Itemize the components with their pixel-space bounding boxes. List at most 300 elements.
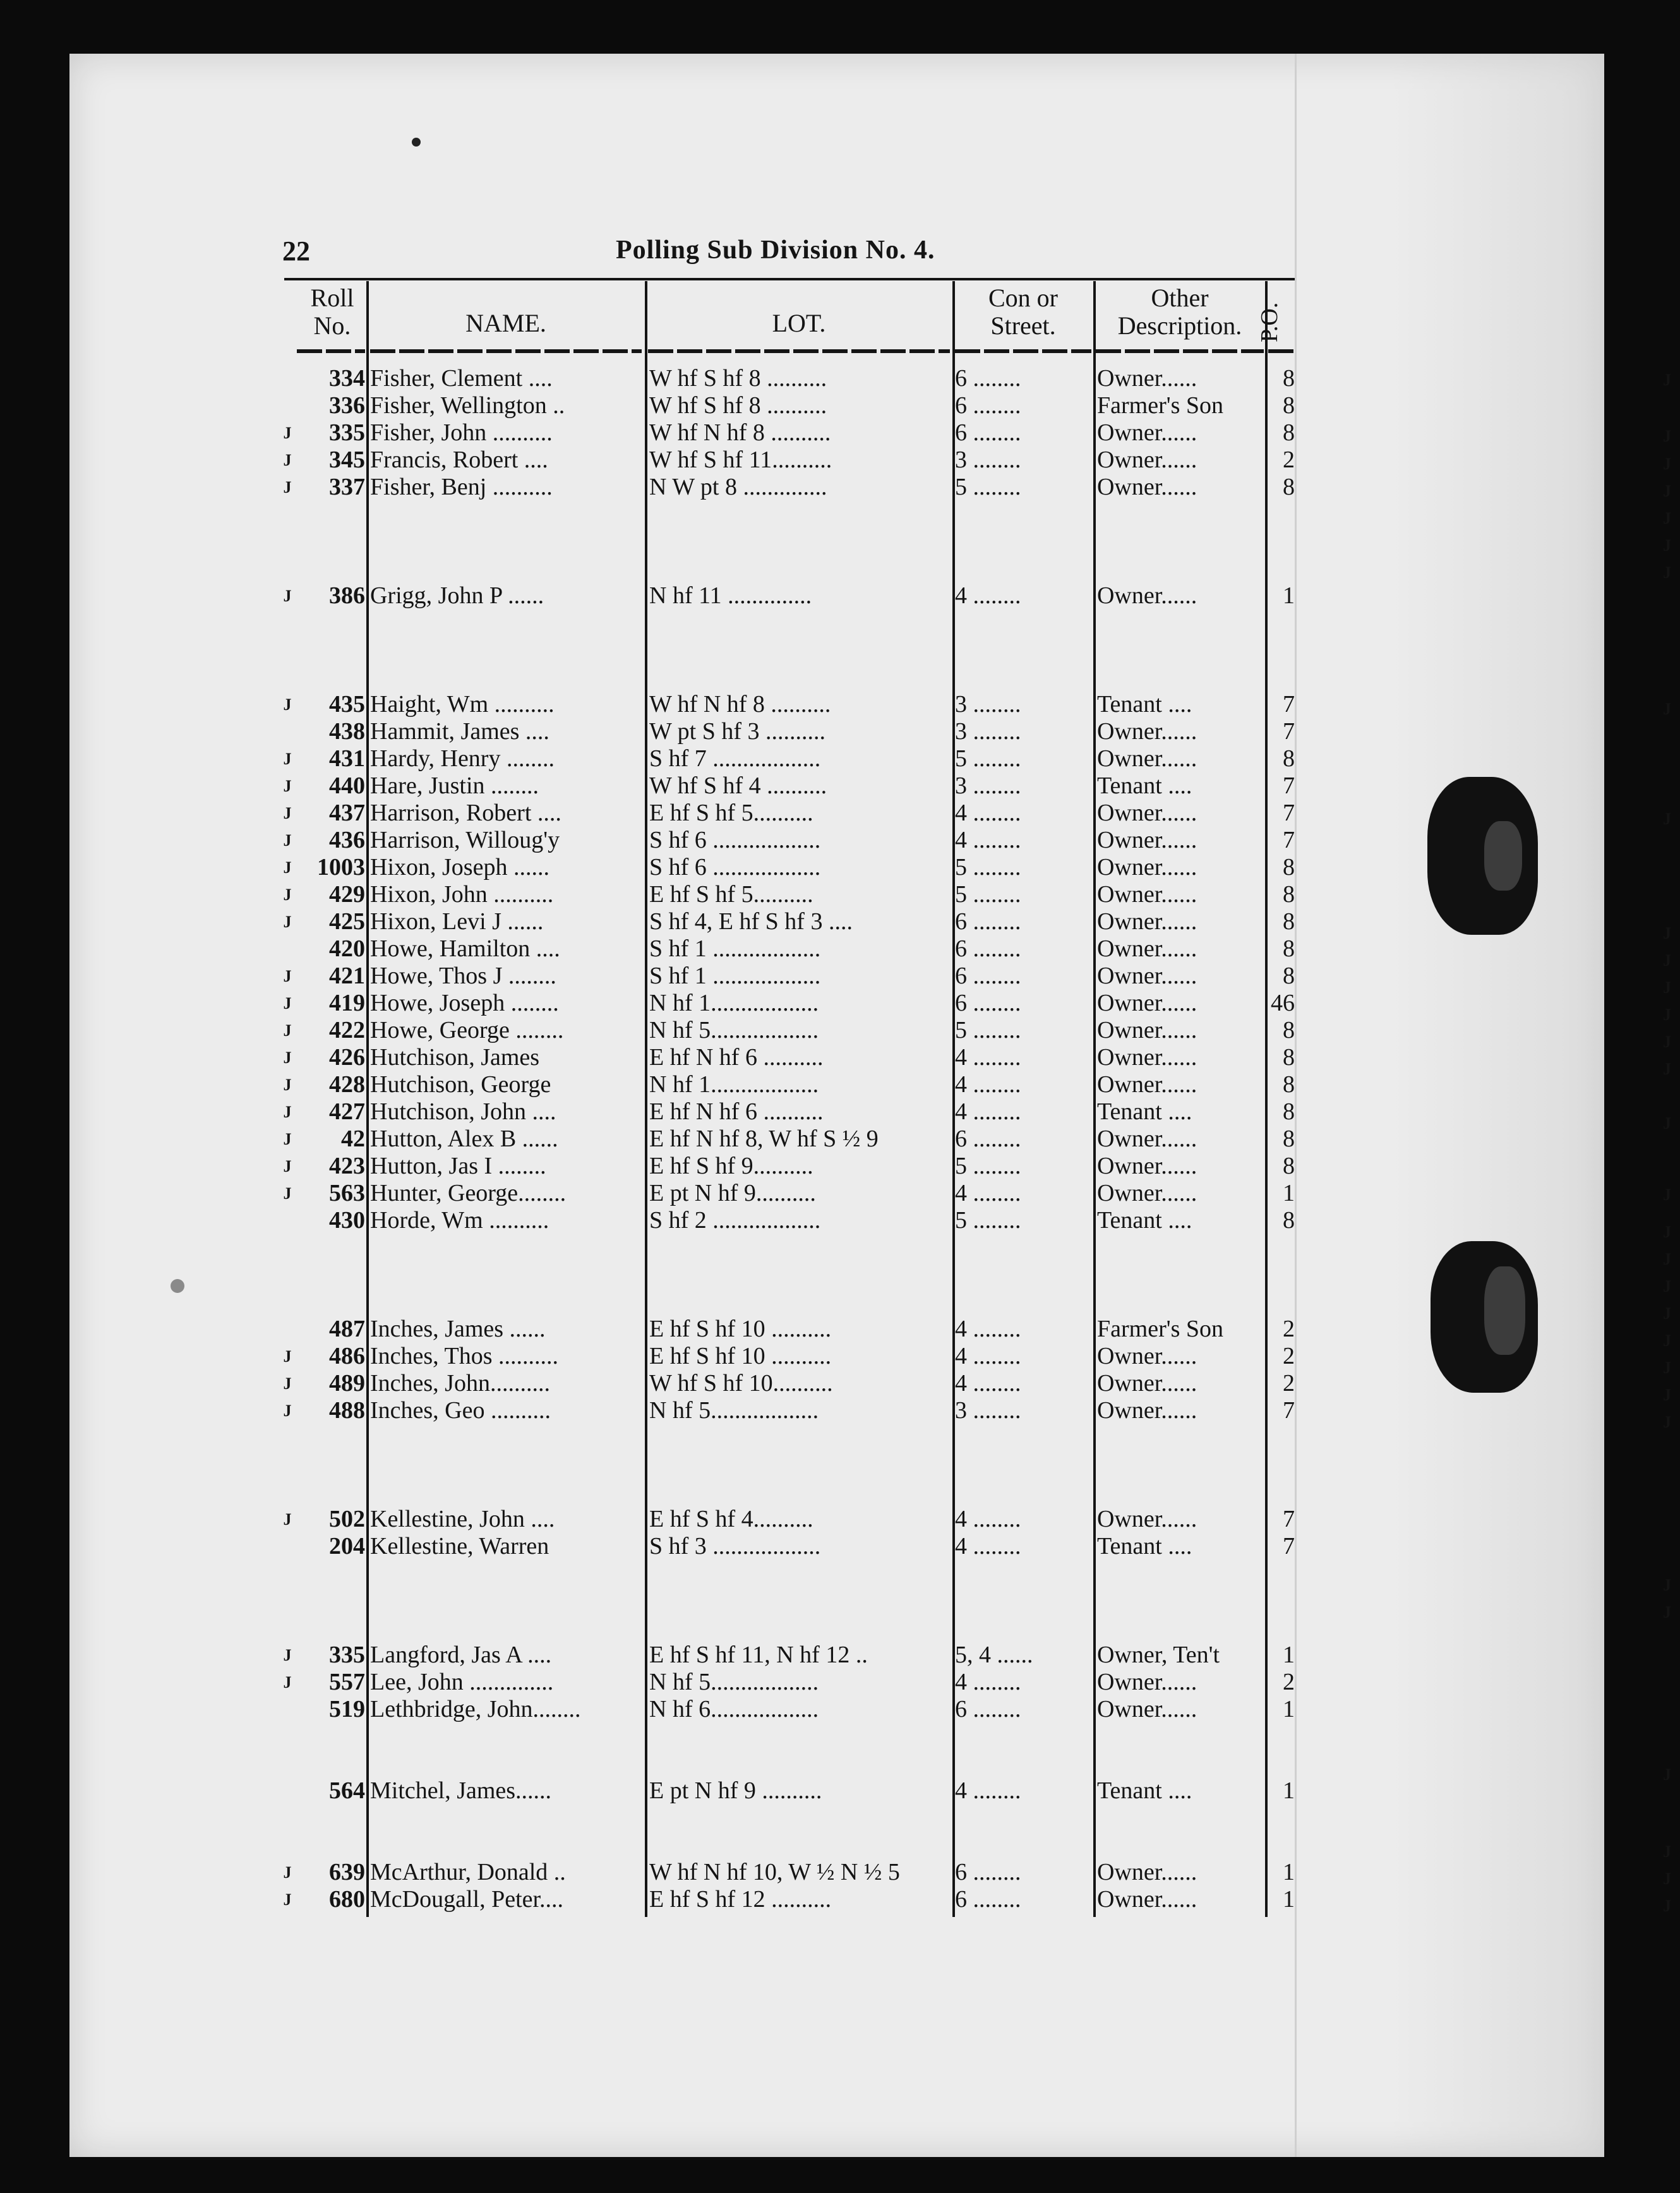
concession: 6 ........ (955, 1696, 1021, 1722)
margin-mark: J (1663, 1576, 1671, 1594)
concession: 6 ........ (955, 419, 1021, 446)
voter-name: Lethbridge, John........ (370, 1696, 581, 1722)
roll-number: 428 (329, 1071, 365, 1098)
juror-mark: J (283, 994, 292, 1012)
voter-name: Howe, Joseph ........ (370, 990, 559, 1016)
margin-mark: J (1663, 1842, 1671, 1861)
voter-name: Hutchison, John .... (370, 1098, 556, 1125)
other-description: Owner...... (1097, 474, 1197, 500)
concession: 5 ........ (955, 1207, 1021, 1234)
other-description: Owner...... (1097, 1886, 1197, 1913)
lot-description: S hf 6 .................. (649, 854, 821, 880)
margin-mark: J (1663, 978, 1671, 997)
roll-number: 42 (341, 1126, 365, 1152)
concession: 5 ........ (955, 1017, 1021, 1043)
voter-name: Fisher, Benj .......... (370, 474, 553, 500)
lot-description: N hf 5.................. (649, 1017, 819, 1043)
roll-number: 557 (329, 1669, 365, 1695)
concession: 4 ........ (955, 1044, 1021, 1071)
juror-mark: J (283, 886, 292, 904)
lot-description: S hf 4, E hf S hf 3 .... (649, 908, 853, 935)
post-office: 1 (1283, 1696, 1295, 1722)
other-description: Owner...... (1097, 745, 1197, 772)
voter-name: Lee, John .............. (370, 1669, 554, 1695)
roll-number: 438 (329, 718, 365, 745)
post-office: 8 (1283, 1126, 1295, 1152)
voter-name: Inches, James ...... (370, 1316, 546, 1342)
juror-mark: J (283, 1890, 292, 1909)
roll-number: 430 (329, 1207, 365, 1234)
juror-mark: J (283, 1863, 292, 1882)
roll-number: 431 (329, 745, 365, 772)
margin-mark: J (1663, 1033, 1671, 1051)
lot-description: N W pt 8 .............. (649, 474, 827, 500)
table-row (0, 1886, 1680, 1913)
margin-mark: J (1663, 536, 1671, 555)
table-row (0, 447, 1680, 474)
post-office: 8 (1283, 1098, 1295, 1125)
lot-description: E hf N hf 6 .......... (649, 1098, 824, 1125)
lot-description: N hf 1.................. (649, 1071, 819, 1098)
voter-name: Inches, Geo .......... (370, 1397, 551, 1424)
concession: 4 ........ (955, 1098, 1021, 1125)
margin-mark: J (1663, 509, 1671, 527)
lot-description: W hf N hf 10, W ½ N ½ 5 (649, 1859, 900, 1885)
margin-mark: J (1663, 1060, 1671, 1078)
lot-description: S hf 7 .................. (649, 745, 821, 772)
table-row (0, 1126, 1680, 1153)
table-row (0, 691, 1680, 718)
column-header-roll: Roll No. (310, 284, 354, 340)
other-description: Owner...... (1097, 1506, 1197, 1532)
concession: 6 ........ (955, 935, 1021, 962)
table-row (0, 582, 1680, 610)
juror-mark: J (283, 1021, 292, 1040)
margin-mark: J (1663, 951, 1671, 970)
juror-mark: J (283, 831, 292, 850)
other-description: Owner...... (1097, 990, 1197, 1016)
margin-mark: J (1663, 1250, 1671, 1268)
roll-number: 1003 (317, 854, 365, 880)
concession: 6 ........ (955, 1859, 1021, 1885)
other-description: Owner...... (1097, 1696, 1197, 1722)
table-row (0, 990, 1680, 1017)
juror-mark: J (283, 1510, 292, 1529)
voter-name: Hixon, John .......... (370, 881, 554, 908)
table-row (0, 1696, 1680, 1723)
other-description: Tenant .... (1097, 1207, 1192, 1234)
voter-name: Horde, Wm .......... (370, 1207, 549, 1234)
header-underline (370, 349, 642, 353)
voter-name: Hutchison, James (370, 1044, 540, 1071)
concession: 4 ........ (955, 827, 1021, 853)
concession: 6 ........ (955, 392, 1021, 419)
roll-number: 386 (329, 582, 365, 609)
voter-name: Howe, Hamilton .... (370, 935, 560, 962)
post-office: 8 (1283, 1017, 1295, 1043)
post-office: 7 (1283, 827, 1295, 853)
roll-number: 204 (329, 1533, 365, 1559)
post-office: 2 (1283, 1370, 1295, 1397)
other-description: Tenant .... (1097, 1098, 1192, 1125)
post-office: 8 (1283, 419, 1295, 446)
juror-mark: J (283, 777, 292, 795)
roll-number: 489 (329, 1370, 365, 1397)
table-row (0, 1642, 1680, 1669)
header-underline (1096, 349, 1264, 353)
post-office: 8 (1283, 854, 1295, 880)
margin-mark: J (1663, 1386, 1671, 1404)
post-office: 2 (1283, 1669, 1295, 1695)
roll-number: 423 (329, 1153, 365, 1179)
margin-mark: J (1663, 1413, 1671, 1431)
roll-number: 421 (329, 963, 365, 989)
lot-description: E pt N hf 9 .......... (649, 1777, 822, 1804)
roll-number: 487 (329, 1316, 365, 1342)
post-office: 8 (1283, 881, 1295, 908)
lot-description: E hf S hf 11, N hf 12 .. (649, 1642, 868, 1668)
lot-description: E hf S hf 5.......... (649, 881, 813, 908)
margin-mark: J (1663, 1114, 1671, 1133)
margin-mark: J (1663, 1359, 1671, 1377)
post-office: 1 (1283, 1859, 1295, 1885)
post-office: 1 (1283, 1886, 1295, 1913)
other-description: Owner...... (1097, 935, 1197, 962)
other-description: Tenant .... (1097, 691, 1192, 718)
voter-name: Inches, John.......... (370, 1370, 550, 1397)
margin-mark: J (1663, 1186, 1671, 1204)
table-row (0, 1071, 1680, 1098)
juror-mark: J (283, 1673, 292, 1691)
other-description: Owner...... (1097, 827, 1197, 853)
juror-mark: J (283, 1103, 292, 1121)
table-row (0, 1044, 1680, 1071)
post-office: 8 (1283, 963, 1295, 989)
concession: 4 ........ (955, 800, 1021, 826)
post-office: 1 (1283, 582, 1295, 609)
lot-description: E pt N hf 9.......... (649, 1180, 816, 1206)
juror-mark: J (283, 1184, 292, 1203)
juror-mark: J (283, 967, 292, 985)
voter-name: Kellestine, Warren (370, 1533, 549, 1559)
post-office: 2 (1283, 447, 1295, 473)
voter-name: Inches, Thos .......... (370, 1343, 558, 1369)
table-row (0, 1397, 1680, 1424)
post-office: 8 (1283, 935, 1295, 962)
concession: 4 ........ (955, 1777, 1021, 1804)
voter-name: Langford, Jas A .... (370, 1642, 552, 1668)
lot-description: S hf 1 .................. (649, 935, 821, 962)
concession: 3 ........ (955, 691, 1021, 718)
post-office: 7 (1283, 1533, 1295, 1559)
other-description: Owner...... (1097, 1071, 1197, 1098)
roll-number: 440 (329, 772, 365, 799)
header-underline (955, 349, 1091, 353)
margin-mark: J (1663, 1331, 1671, 1350)
column-header-lot: LOT. (772, 309, 826, 337)
table-row (0, 365, 1680, 392)
other-description: Owner...... (1097, 1153, 1197, 1179)
lot-description: W hf N hf 8 .......... (649, 691, 831, 718)
voter-name: Fisher, Wellington .. (370, 392, 565, 419)
lot-description: N hf 5.................. (649, 1397, 819, 1424)
other-description: Owner...... (1097, 365, 1197, 392)
post-office: 8 (1283, 745, 1295, 772)
post-office: 1 (1283, 1180, 1295, 1206)
voter-name: Hunter, George........ (370, 1180, 567, 1206)
table-row (0, 1370, 1680, 1397)
lot-description: S hf 1 .................. (649, 963, 821, 989)
margin-mark: J (1663, 482, 1671, 500)
roll-number: 429 (329, 881, 365, 908)
concession: 6 ........ (955, 1886, 1021, 1913)
post-office: 7 (1283, 718, 1295, 745)
table-row (0, 1180, 1680, 1207)
roll-number: 563 (329, 1180, 365, 1206)
voter-name: Harrison, Willoug'y (370, 827, 560, 853)
concession: 3 ........ (955, 772, 1021, 799)
roll-number: 680 (329, 1886, 365, 1913)
post-office: 8 (1283, 474, 1295, 500)
voter-name: Grigg, John P ...... (370, 582, 544, 609)
lot-description: S hf 3 .................. (649, 1533, 821, 1559)
roll-number: 519 (329, 1696, 365, 1722)
concession: 5 ........ (955, 854, 1021, 880)
lot-description: S hf 6 .................. (649, 827, 821, 853)
other-description: Tenant .... (1097, 1777, 1192, 1804)
voter-name: Howe, Thos J ........ (370, 963, 556, 989)
other-description: Owner...... (1097, 447, 1197, 473)
post-office: 46 (1271, 990, 1295, 1016)
concession: 6 ........ (955, 365, 1021, 392)
lot-description: W pt S hf 3 .......... (649, 718, 826, 745)
margin-mark: J (1663, 924, 1671, 942)
juror-mark: J (283, 1646, 292, 1664)
other-description: Tenant .... (1097, 772, 1192, 799)
margin-mark: J (1663, 427, 1671, 445)
concession: 4 ........ (955, 1316, 1021, 1342)
concession: 4 ........ (955, 582, 1021, 609)
table-row (0, 854, 1680, 881)
lot-description: W hf S hf 8 .......... (649, 392, 827, 419)
voter-name: McArthur, Donald .. (370, 1859, 566, 1885)
table-row (0, 1859, 1680, 1886)
table-row (0, 718, 1680, 745)
table-row (0, 1098, 1680, 1126)
lot-description: E hf N hf 8, W hf S ½ 9 (649, 1126, 879, 1152)
other-description: Owner...... (1097, 718, 1197, 745)
roll-number: 420 (329, 935, 365, 962)
voter-name: Hutchison, George (370, 1071, 551, 1098)
voter-name: McDougall, Peter.... (370, 1886, 564, 1913)
voter-name: Fisher, Clement .... (370, 365, 553, 392)
margin-mark: J (1663, 700, 1671, 718)
lot-description: E hf S hf 12 .......... (649, 1886, 832, 1913)
post-office: 1 (1283, 1642, 1295, 1668)
other-description: Farmer's Son (1097, 1316, 1224, 1342)
voter-name: Fisher, John .......... (370, 419, 553, 446)
table-row (0, 1669, 1680, 1696)
other-description: Owner...... (1097, 1397, 1197, 1424)
margin-mark: J (1663, 563, 1671, 582)
roll-number: 486 (329, 1343, 365, 1369)
other-description: Owner...... (1097, 1180, 1197, 1206)
concession: 5 ........ (955, 881, 1021, 908)
post-office: 8 (1283, 1071, 1295, 1098)
concession: 4 ........ (955, 1071, 1021, 1098)
juror-mark: J (283, 913, 292, 931)
margin-mark: J (1663, 1277, 1671, 1295)
other-description: Tenant .... (1097, 1533, 1192, 1559)
margin-mark: J (1663, 371, 1671, 389)
post-office: 1 (1283, 1777, 1295, 1804)
post-office: 7 (1283, 772, 1295, 799)
header-underline (648, 349, 950, 353)
other-description: Owner...... (1097, 1370, 1197, 1397)
juror-mark: J (283, 1347, 292, 1366)
lot-description: N hf 1.................. (649, 990, 819, 1016)
concession: 3 ........ (955, 447, 1021, 473)
concession: 4 ........ (955, 1506, 1021, 1532)
other-description: Owner...... (1097, 1669, 1197, 1695)
header-underline (297, 349, 365, 353)
other-description: Owner, Ten't (1097, 1642, 1220, 1668)
voter-name: Hammit, James .... (370, 718, 549, 745)
table-row (0, 1533, 1680, 1560)
post-office: 8 (1283, 1153, 1295, 1179)
roll-number: 436 (329, 827, 365, 853)
roll-number: 336 (329, 392, 365, 419)
lot-description: W hf S hf 10.......... (649, 1370, 833, 1397)
margin-mark: J (1663, 1603, 1671, 1621)
roll-number: 335 (329, 419, 365, 446)
column-header-description: Other Description. (1117, 284, 1242, 340)
other-description: Owner...... (1097, 1126, 1197, 1152)
table-row (0, 827, 1680, 854)
lot-description: E hf S hf 9.......... (649, 1153, 813, 1179)
post-office: 8 (1283, 392, 1295, 419)
roll-number: 334 (329, 365, 365, 392)
other-description: Owner...... (1097, 1859, 1197, 1885)
page-number: 22 (282, 236, 310, 267)
table-row (0, 963, 1680, 990)
concession: 4 ........ (955, 1370, 1021, 1397)
roll-number: 425 (329, 908, 365, 935)
roll-number: 435 (329, 691, 365, 718)
juror-mark: J (283, 1402, 292, 1420)
post-office: 2 (1283, 1343, 1295, 1369)
lot-description: N hf 6.................. (649, 1696, 819, 1722)
juror-mark: J (283, 424, 292, 442)
concession: 5 ........ (955, 474, 1021, 500)
concession: 3 ........ (955, 718, 1021, 745)
lot-description: E hf S hf 5.......... (649, 800, 813, 826)
table-row (0, 1343, 1680, 1370)
juror-mark: J (283, 478, 292, 496)
voter-name: Kellestine, John .... (370, 1506, 555, 1532)
column-header-name: NAME. (465, 309, 546, 337)
lot-description: N hf 11 .............. (649, 582, 812, 609)
concession: 5, 4 ...... (955, 1642, 1033, 1668)
post-office: 7 (1283, 1506, 1295, 1532)
concession: 4 ........ (955, 1669, 1021, 1695)
concession: 4 ........ (955, 1533, 1021, 1559)
table-row (0, 908, 1680, 935)
post-office: 8 (1283, 1207, 1295, 1234)
column-header-po: P.O. (1256, 302, 1283, 342)
roll-number: 419 (329, 990, 365, 1016)
margin-mark: J (1663, 455, 1671, 473)
juror-mark: J (283, 750, 292, 768)
post-office: 8 (1283, 1044, 1295, 1071)
lot-description: E hf S hf 4.......... (649, 1506, 813, 1532)
voter-name: Haight, Wm .......... (370, 691, 555, 718)
concession: 4 ........ (955, 1343, 1021, 1369)
voter-name: Hardy, Henry ........ (370, 745, 555, 772)
juror-mark: J (283, 451, 292, 469)
other-description: Owner...... (1097, 582, 1197, 609)
column-header-con: Con or Street. (988, 284, 1058, 340)
lot-description: S hf 2 .................. (649, 1207, 821, 1234)
table-row (0, 935, 1680, 963)
concession: 4 ........ (955, 1180, 1021, 1206)
concession: 6 ........ (955, 990, 1021, 1016)
table-row (0, 881, 1680, 908)
post-office: 2 (1283, 1316, 1295, 1342)
page-header: Polling Sub Division No. 4. (616, 236, 935, 265)
other-description: Owner...... (1097, 800, 1197, 826)
lot-description: N hf 5.................. (649, 1669, 819, 1695)
post-office: 8 (1283, 908, 1295, 935)
header-underline (1268, 349, 1295, 353)
other-description: Owner...... (1097, 963, 1197, 989)
roll-number: 564 (329, 1777, 365, 1804)
margin-mark: J (1663, 810, 1671, 828)
post-office: 7 (1283, 691, 1295, 718)
roll-number: 427 (329, 1098, 365, 1125)
lot-description: W hf S hf 11.......... (649, 447, 832, 473)
roll-number: 422 (329, 1017, 365, 1043)
juror-mark: J (283, 1130, 292, 1148)
voter-name: Mitchel, James...... (370, 1777, 552, 1804)
roll-number: 345 (329, 447, 365, 473)
margin-mark: J (1663, 1870, 1671, 1888)
other-description: Owner...... (1097, 1044, 1197, 1071)
roll-number: 337 (329, 474, 365, 500)
concession: 6 ........ (955, 963, 1021, 989)
table-row (0, 1316, 1680, 1343)
concession: 5 ........ (955, 745, 1021, 772)
table-row (0, 474, 1680, 501)
juror-mark: J (283, 587, 292, 605)
other-description: Owner...... (1097, 881, 1197, 908)
voter-name: Hutton, Jas I ........ (370, 1153, 546, 1179)
voter-name: Hare, Justin ........ (370, 772, 539, 799)
roll-number: 335 (329, 1642, 365, 1668)
margin-mark: J (1663, 1765, 1671, 1784)
margin-mark: J (1663, 1304, 1671, 1323)
juror-mark: J (283, 804, 292, 822)
other-description: Owner...... (1097, 1343, 1197, 1369)
lot-description: W hf S hf 8 .......... (649, 365, 827, 392)
margin-mark: J (1663, 1223, 1671, 1241)
lot-description: E hf S hf 10 .......... (649, 1343, 832, 1369)
juror-mark: J (283, 1157, 292, 1175)
juror-mark: J (283, 1374, 292, 1393)
lot-description: E hf N hf 6 .......... (649, 1044, 824, 1071)
concession: 3 ........ (955, 1397, 1021, 1424)
roll-number: 437 (329, 800, 365, 826)
